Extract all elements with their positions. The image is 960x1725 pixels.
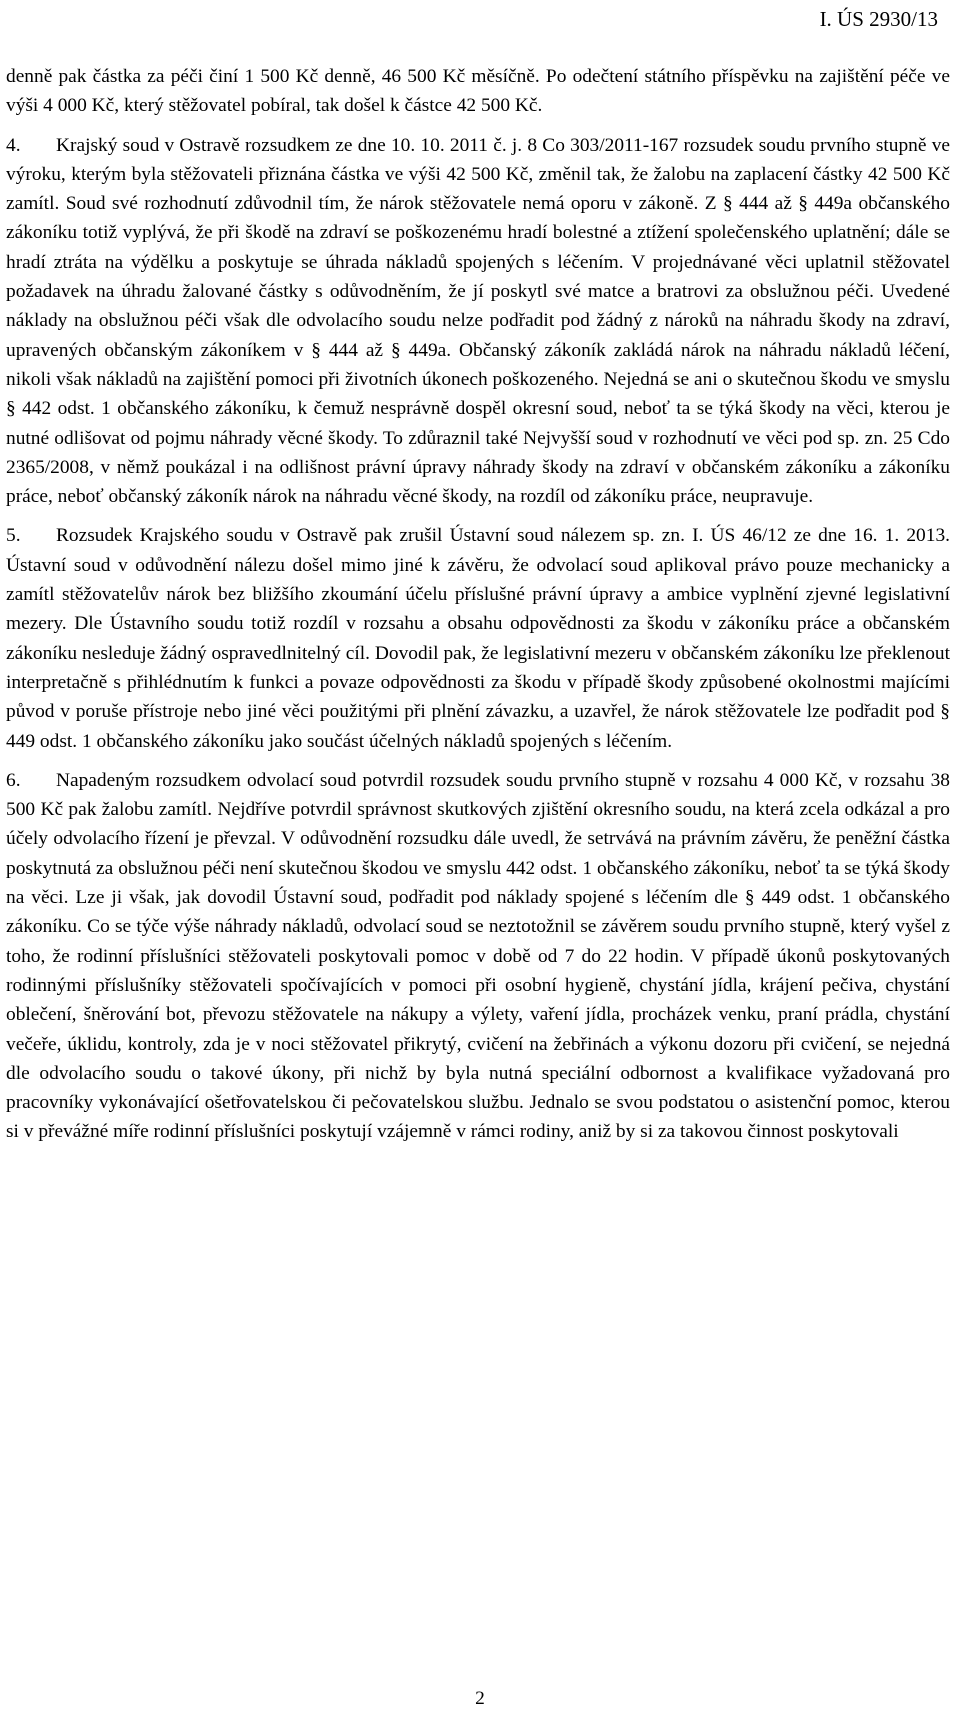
paragraph-number: 4.: [6, 134, 21, 156]
paragraph-number: 6.: [6, 769, 21, 791]
page-number: 2: [475, 1688, 485, 1709]
document-body: [6, 62, 950, 1147]
paragraph-6: [6, 766, 950, 1147]
paragraph-4: [6, 131, 950, 512]
case-number-header: I. ÚS 2930/13: [819, 7, 938, 31]
paragraph-number: 5.: [6, 525, 21, 547]
paragraph-5: [6, 521, 950, 755]
paragraph-text: Napadeným rozsudkem odvolací soud potvrdil rozsudek soudu prvního stupně v rozsahu 4 000 Kč, v rozsahu 38 500 Kč pak žalobu zamítl. Nejdříve potvrdil správnost skutkových zjištění okresního soudu, na která zcela odkázal a pro účely odvolacího řízení je převzal. V odůvodnění rozsudku dále uvedl, že setrvává na právním závěru, že peněžní částka poskytnutá za obslužnou péči není skutečnou škodou ve smyslu 442 odst. 1 občanského zákoníku, neboť ta se týká škody na věci. Lze ji však, jak dovodil Ústavní soud, podřadit pod náklady spojené s léčením dle § 449 odst. 1 občanského zákoníku. Co se týče výše náhrady nákladů, odvolací soud se neztotožnil se závěrem soudu prvního stupně, který vyšel z toho, že rodinní příslušníci stěžovateli poskytovali pomoc v době od 7 do 22 hodin. V případě úkonů poskytovaných rodinnými příslušníky stěžovateli spočívajících v pomoci při osobní hygieně, chystání jídla, krájení pečiva, chystání oblečení, šněrování bot, převozu stěžovatele na nákupy a výlety, vaření jídla, procházek venku, praní prádla, chystání večeře, úklidu, kontroly, zda je v noci stěžovatel přikrytý, cvičení na žebřinách a výkonu dozoru při cvičení, se nejedná dle odvolacího soudu o takové úkony, při nichž by byla nutná speciální odbornost a kvalifikace vyžadovaná pro pracovníky vykonávající ošetřovatelskou či pečovatelskou službu. Jednalo se svou podstatou o asistenční pomoc, kterou si v převážné míře rodinní příslušníci poskytují vzájemně v rámci rodiny, aniž by si za takovou činnost poskytovali: [6, 769, 950, 1143]
paragraph-text: denně pak částka za péči činí 1 500 Kč denně, 46 500 Kč měsíčně. Po odečtení státního příspěvku na zajištění péče ve výši 4 000 Kč, který stěžovatel pobíral, tak došel k částce 42 500 Kč.: [6, 66, 950, 117]
paragraph-continuation: [6, 62, 950, 121]
paragraph-text: Krajský soud v Ostravě rozsudkem ze dne 10. 10. 2011 č. j. 8 Co 303/2011-167 rozsudek soudu prvního stupně ve výroku, kterým byla stěžovateli přiznána částka ve výši 42 500 Kč, změnil tak, že žalobu na zaplacení částky 42 500 Kč zamítl. Soud své rozhodnutí zdůvodnil tím, že nárok stěžovatele nemá oporu v zákoně. Z § 444 až § 449a občanského zákoníku totiž vyplývá, že při škodě na zdraví se poškozenému hradí bolestné a ztížení společenského uplatnění; dále se hradí ztráta na výdělku a poskytuje se úhrada nákladů spojených s léčením. V projednávané věci uplatnil stěžovatel požadavek na úhradu žalované částky s odůvodněním, že jí poskytl své matce a bratrovi za obslužnou péči. Uvedené náklady na obslužnou péči však dle odvolacího soudu nelze podřadit pod žádný z nároků na náhradu škody na zdraví, upravených občanským zákoníkem v § 444 až § 449a. Občanský zákoník zakládá nárok na náhradu nákladů léčení, nikoli však nákladů na zajištění pomoci při životních úkonech poškozeného. Nejedná se ani o skutečnou škodu ve smyslu § 442 odst. 1 občanského zákoníku, k čemuž nesprávně dospěl okresní soud, neboť ta se týká škody na věci, kterou je nutné odlišovat od pojmu náhrady věcné škody. To zdůraznil také Nejvyšší soud v rozhodnutí ve věci pod sp. zn. 25 Cdo 2365/2008, v němž poukázal i na odlišnost právní úpravy náhrady škody na zdraví v občanském zákoníku a zákoníku práce, neboť občanský zákoník nárok na náhradu věcné škody, na rozdíl od zákoníku práce, neupravuje.: [6, 134, 950, 508]
paragraph-text: Rozsudek Krajského soudu v Ostravě pak zrušil Ústavní soud nálezem sp. zn. I. ÚS 46/12 ze dne 16. 1. 2013. Ústavní soud v odůvodnění nálezu došel mimo jiné k závěru, že odvolací soud aplikoval právo pouze mechanicky a zamítl stěžovatelův nárok bez bližšího zkoumání účelu příslušné právní úpravy a ambice vyplnění zjevné legislativní mezery. Dle Ústavního soudu totiž rozdíl v rozsahu a obsahu odpovědnosti za škodu v zákoníku práce a občanském zákoníku nesleduje žádný ospravedlnitelný cíl. Dovodil pak, že legislativní mezeru v občanském zákoníku lze překlenout interpretačně s přihlédnutím k funkci a povaze odpovědnosti za škodu v případě škody způsobené okolnostmi majícími původ v poruše přístroje nebo jiné věci použitými při plnění závazku, a uzavřel, že nárok stěžovatele lze podřadit pod § 449 odst. 1 občanského zákoníku jako součást účelných nákladů spojených s léčením.: [6, 525, 950, 752]
